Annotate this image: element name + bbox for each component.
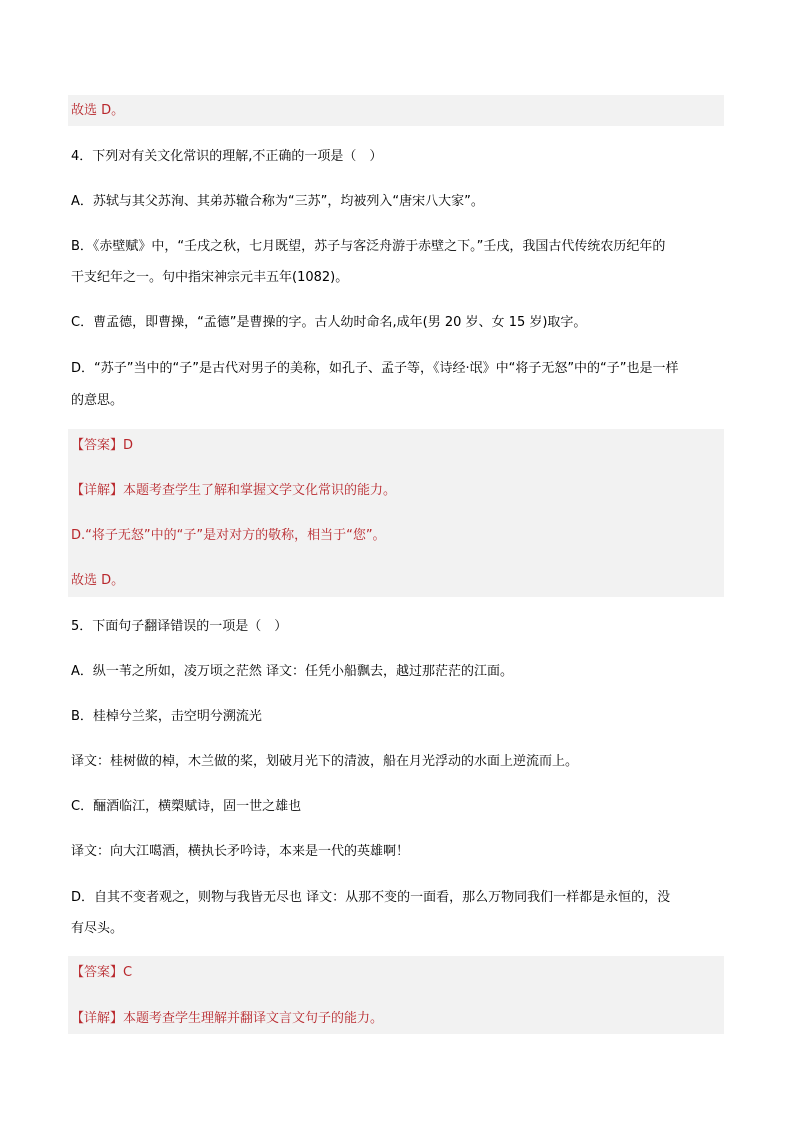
question-5-option-a: A．纵一苇之所如，凌万顷之茫然 译文：任凭小船飘去，越过那茫茫的江面。 bbox=[71, 664, 514, 679]
question-5-option-d-cont: 有尽头。 bbox=[71, 921, 124, 936]
question-5-option-c: C．酾酒临江，横槊赋诗，固一世之雄也 bbox=[71, 799, 302, 814]
question-4-answer: 【答案】D bbox=[71, 438, 134, 453]
question-4-option-d: D．“苏子”当中的“子”是古代对男子的美称，如孔子、孟子等，《诗经·氓》中“将子无怒”中的“子”也是一样 bbox=[71, 361, 679, 376]
question-4-detail: 【详解】本题考查学生了解和掌握文学文化常识的能力。 bbox=[71, 483, 397, 498]
question-4-option-a: A．苏轼与其父苏洵、其弟苏辙合称为“三苏”，均被列入“唐宋八大家”。 bbox=[71, 194, 484, 209]
question-4-option-c: C．曹孟德，即曹操，“孟德”是曹操的字。古人幼时命名,成年(男 20 岁、女 15 岁)取字。 bbox=[71, 315, 587, 330]
choose-d-line: 故选 D。 bbox=[71, 103, 125, 118]
question-5-option-d: D．自其不变者观之，则物与我皆无尽也 译文：从那不变的一面看，那么万物同我们一样都是永恒的，没 bbox=[71, 890, 671, 905]
question-4-option-d-cont: 的意思。 bbox=[71, 393, 124, 408]
question-5-answer: 【答案】C bbox=[71, 965, 133, 980]
question-5-stem: 5．下面句子翻译错误的一项是（ ） bbox=[71, 619, 288, 634]
question-5-option-b: B．桂棹兮兰桨，击空明兮溯流光 bbox=[71, 709, 262, 724]
question-4-option-b: B．《赤壁赋》中，“壬戌之秋，七月既望，苏子与客泛舟游于赤壁之下。”壬戌，我国古代传统农历纪年的 bbox=[71, 239, 666, 254]
question-5-option-b-translation: 译文：桂树做的棹，木兰做的桨，划破月光下的清波，船在月光浮动的水面上逆流而上。 bbox=[71, 754, 579, 769]
question-5-option-c-translation: 译文：向大江噶酒，横执长矛吟诗，本来是一代的英雄啊！ bbox=[71, 844, 410, 859]
question-4-reason: D.“将子无怒”中的“子”是对对方的敬称，相当于“您”。 bbox=[71, 528, 386, 543]
question-4-stem: 4．下列对有关文化常识的理解,不正确的一项是（ ） bbox=[71, 149, 383, 164]
question-4-option-b-cont: 干支纪年之一。句中指宋神宗元丰五年(1082)。 bbox=[71, 270, 349, 285]
question-4-choose: 故选 D。 bbox=[71, 573, 125, 588]
question-5-detail: 【详解】本题考查学生理解并翻译文言文句子的能力。 bbox=[71, 1011, 384, 1026]
